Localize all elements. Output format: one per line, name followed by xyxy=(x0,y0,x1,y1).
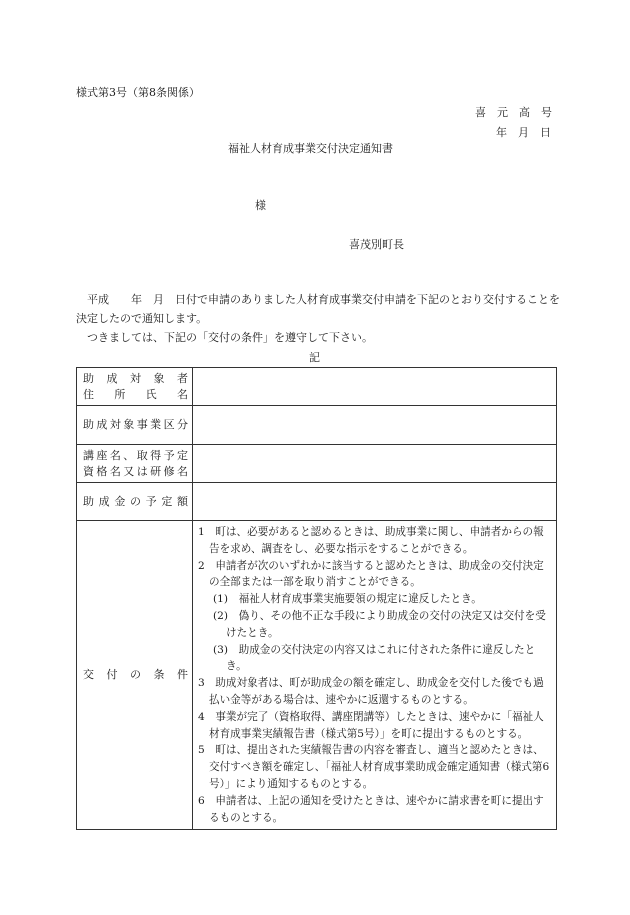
table-row xyxy=(77,521,557,830)
addressee-honorific: 様 xyxy=(255,199,266,212)
table-row xyxy=(77,445,557,483)
table-row xyxy=(77,406,557,445)
condition-1: 1 町は、必要があると認めるときは、助成事業に関し、申請者からの報告を求め、調査をし、必要な指示をすることができる。 xyxy=(198,526,544,555)
applicant-label-line1: 助成対象者 xyxy=(83,371,188,385)
document-number: 喜元高号 xyxy=(475,106,563,119)
condition-6: 6 申請者は、上記の通知を受けたときは、速やかに請求書を町に提出するものとする。 xyxy=(198,794,544,824)
notice-paragraph-1: 平成 年 月 日付で申請のありました人材育成事業交付申請を下記のとおり交付することを決定したので通知します。 xyxy=(76,293,560,325)
date-line: 年月日 xyxy=(496,126,562,139)
grant-details-table xyxy=(76,367,557,830)
table-row xyxy=(77,483,557,521)
applicant-label-line2: 住所氏名 xyxy=(83,387,188,401)
condition-2-2: (2) 偽り、その他不正な手段により助成金の交付の決定又は交付を受けたとき。 xyxy=(213,609,546,639)
condition-2-1: (1) 福祉人材育成事業実施要領の規定に違反したとき。 xyxy=(213,593,482,606)
condition-2: 2 申請者が次のいずれかに該当すると認めたときは、助成金の交付決定の全部または一部を取り消すことができる。 xyxy=(198,559,544,589)
course-label-line1: 講座名、取得予定 xyxy=(83,448,188,462)
condition-5: 5 町は、提出された実績報告書の内容を審査し、適当と認めたときは、交付すべき額を確定し、「福祉人材育成事業助成金確定通知書（様式第6号）」により通知するものとする。 xyxy=(198,744,550,790)
document-title: 福祉人材育成事業交付決定通知書 xyxy=(228,142,393,155)
planned-amount-value-cell xyxy=(193,483,557,521)
applicant-value-cell xyxy=(193,368,557,406)
applicant-label-cell xyxy=(77,368,193,406)
project-category-label: 助成対象事業区分 xyxy=(83,418,188,431)
planned-amount-label-cell xyxy=(77,483,193,521)
planned-amount-label: 助成金の予定額 xyxy=(83,494,188,508)
ki-label: 記 xyxy=(309,351,320,364)
course-value-cell xyxy=(193,445,557,483)
conditions-label-cell xyxy=(77,521,193,830)
project-category-value-cell xyxy=(193,406,557,445)
notice-body xyxy=(76,290,560,347)
course-label-cell xyxy=(77,445,193,483)
issuer-name: 喜茂別町長 xyxy=(349,238,404,251)
project-category-label-cell xyxy=(77,406,193,445)
condition-2-3: (3) 助成金の交付決定の内容又はこれに付された条件に違反したとき。 xyxy=(213,643,536,673)
conditions-label: 交付の条件 xyxy=(83,668,188,682)
table-row xyxy=(77,368,557,406)
condition-4: 4 事業が完了（資格取得、講座閉講等）したときは、速やかに「福祉人材育成事業実績報告書（様式第5号）」を町に提出するものとする。 xyxy=(198,710,544,740)
form-number: 様式第3号（第8条関係） xyxy=(76,86,200,99)
condition-3: 3 助成対象者は、町が助成金の額を確定し、助成金を交付した後でも過払い金等がある場合は、速やかに返還するものとする。 xyxy=(198,677,544,706)
conditions-list xyxy=(193,521,557,830)
course-label-line2: 資格名又は研修名 xyxy=(83,464,188,478)
notice-paragraph-2: つきましては、下記の「交付の条件」を遵守して下さい。 xyxy=(87,331,373,344)
